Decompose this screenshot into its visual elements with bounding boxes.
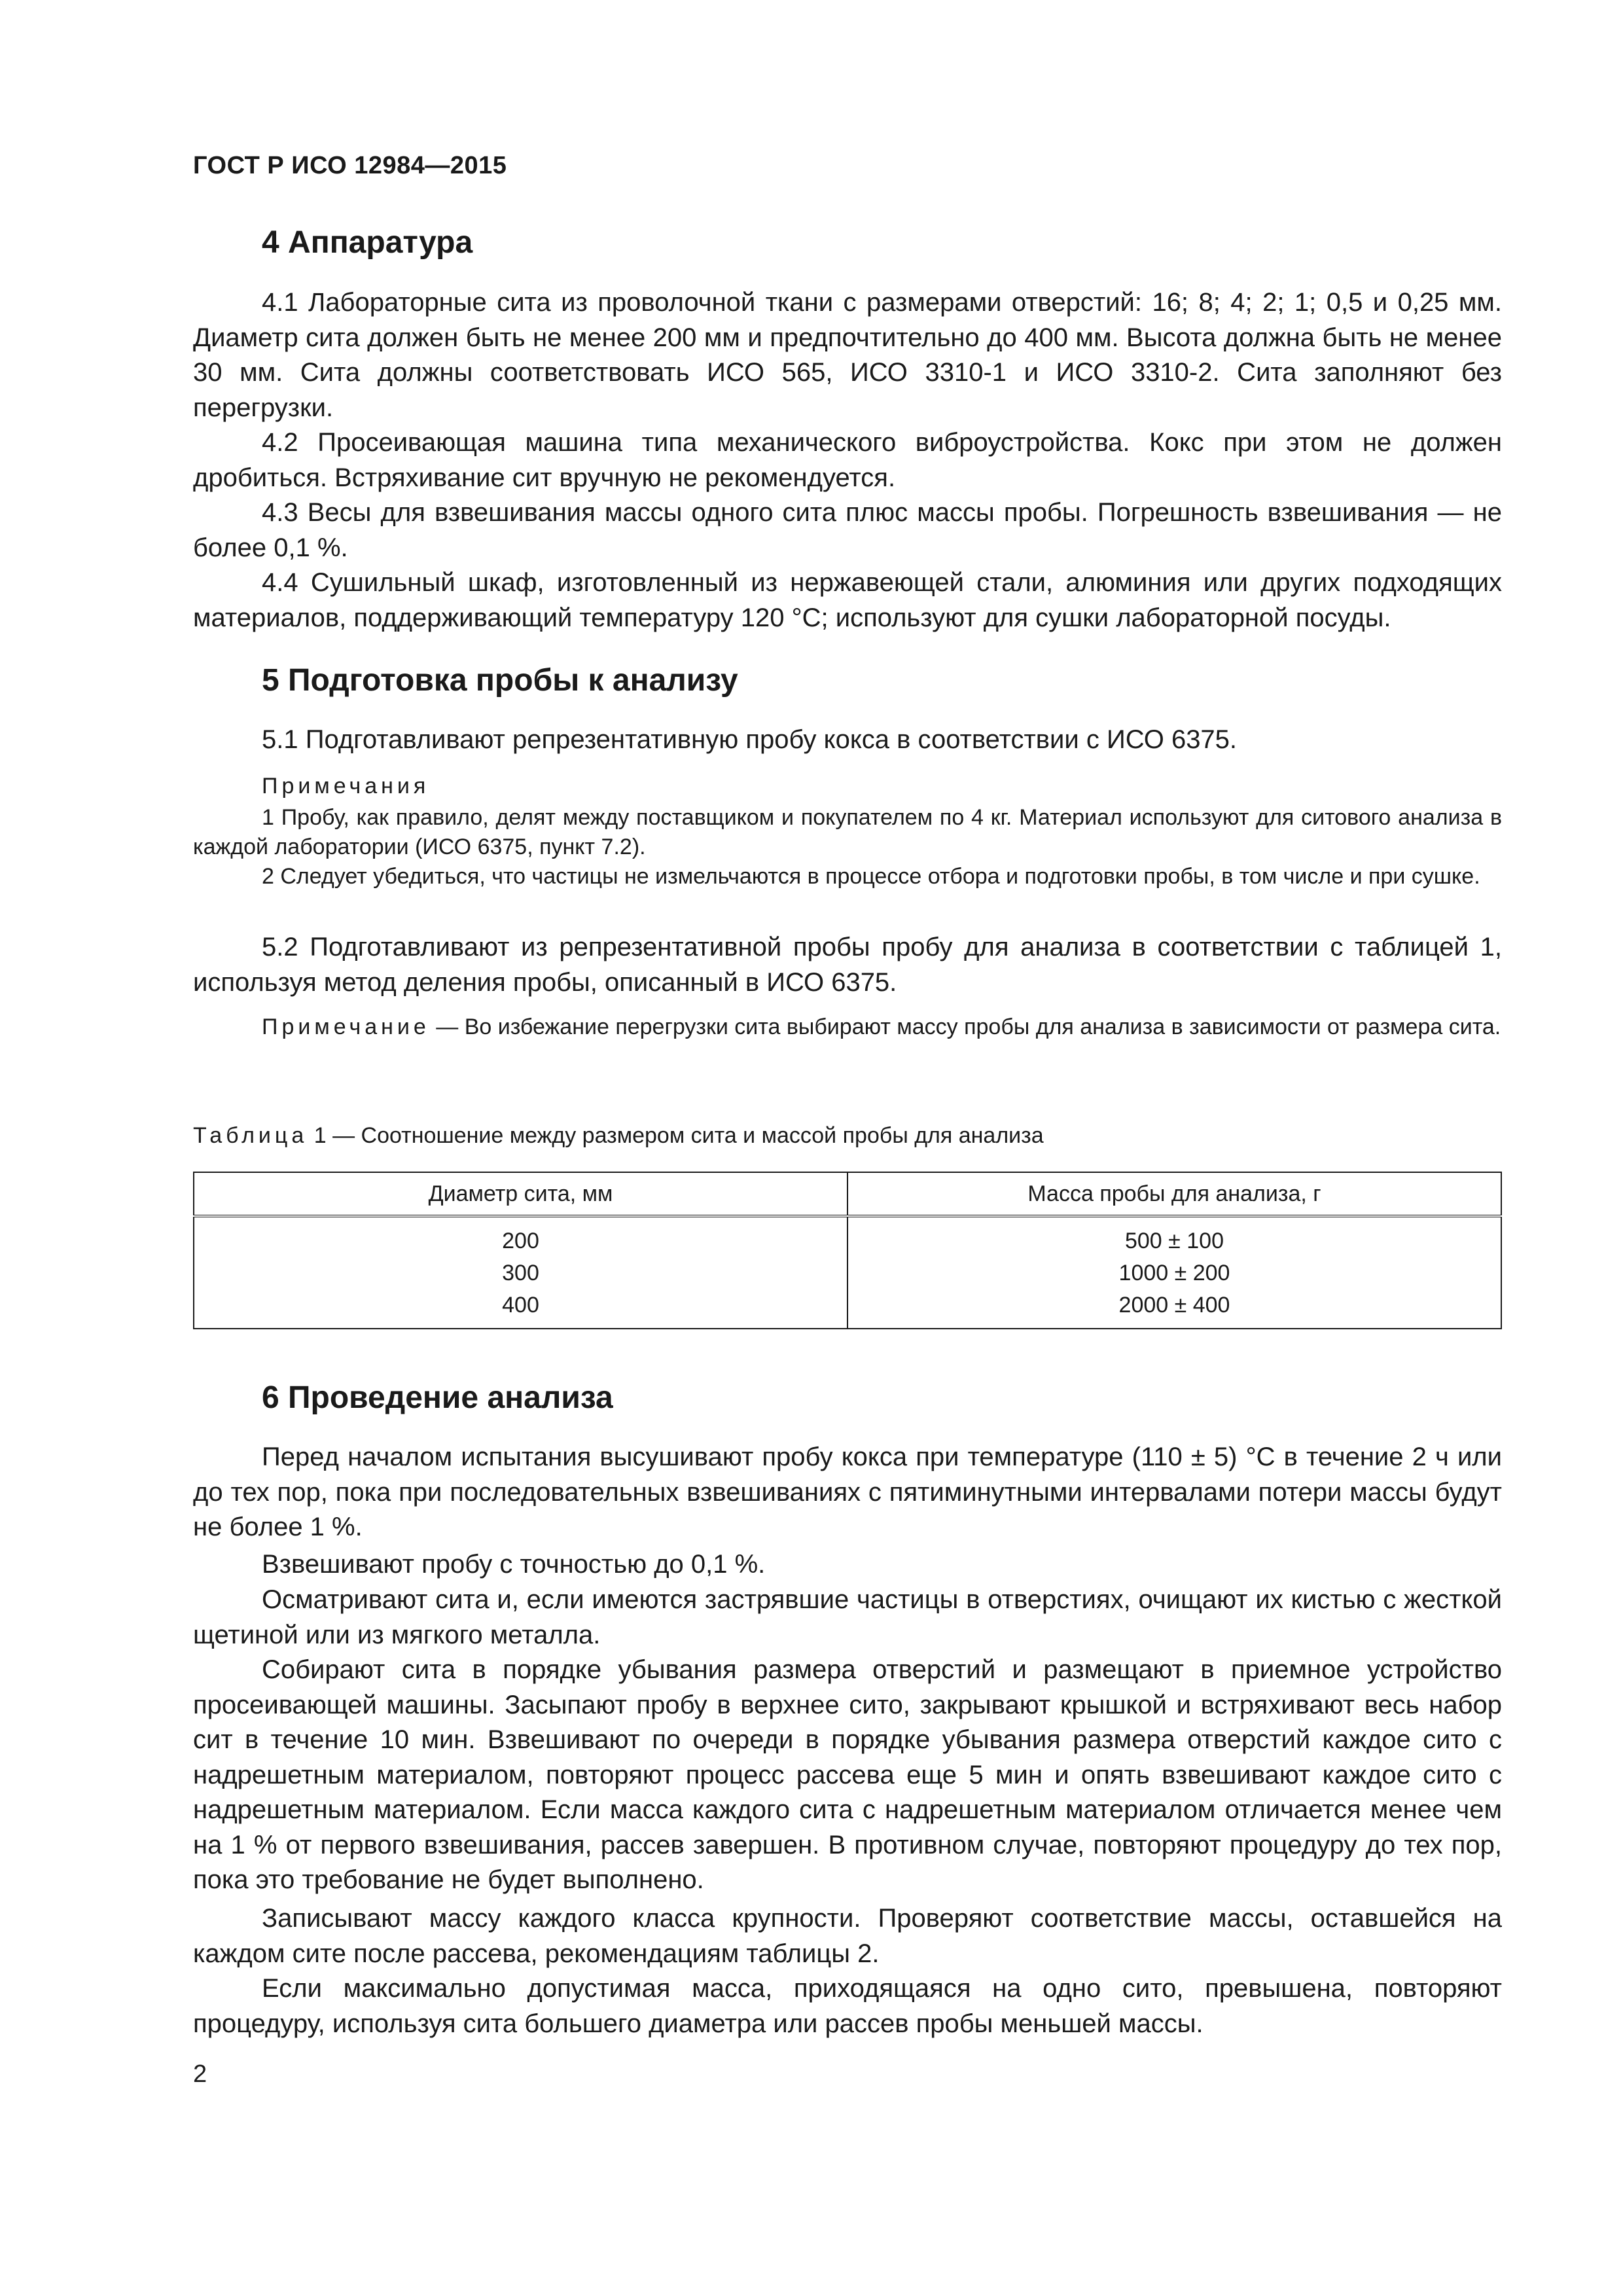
table-cell: 400 — [194, 1289, 847, 1329]
table-1 — [193, 1172, 1502, 1329]
page-number: 2 — [193, 2060, 207, 2088]
paragraph-6-5: Записывают массу каждого класса крупности. Проверяют соответствие массы, оставшейся на каждом сите после рассева, рекомендациям таблицы 2. — [193, 1904, 1502, 1968]
section-4-title: 4 Аппаратура — [262, 225, 473, 260]
table-cell: 500 ± 100 — [847, 1216, 1501, 1257]
paragraph-6-1: Перед началом испытания высушивают пробу кокса при температуре (110 ± 5) °С в течение 2 ч или до тех пор, пока при последовательных взвешиваниях с пятиминутными интервалами потери массы будут не более 1 %. — [193, 1443, 1502, 1541]
notes-heading: Примечания — [262, 774, 430, 798]
paragraph-4-3: 4.3 Весы для взвешивания массы одного сита плюс массы пробы. Погрешность взвешивания — не более 0,1 %. — [193, 498, 1502, 562]
note-label: Примечание — [262, 1014, 430, 1039]
paragraph-5-2: 5.2 Подготавливают из репрезентативной пробы пробу для анализа в соответствии с таблицей 1, используя метод деления пробы, описанный в ИСО 6375. — [193, 933, 1502, 997]
note-text: — Во избежание перегрузки сита выбирают массу пробы для анализа в зависимости от размера сита. — [429, 1014, 1501, 1039]
table-row — [194, 1289, 1501, 1329]
section-6-title: 6 Проведение анализа — [262, 1380, 613, 1415]
table-row — [194, 1216, 1501, 1257]
document-code: ГОСТ Р ИСО 12984—2015 — [193, 152, 507, 179]
column-header-sample-mass: Масса пробы для анализа, г — [847, 1172, 1501, 1216]
column-header-sieve-diameter: Диаметр сита, мм — [194, 1172, 847, 1216]
note-1: 1 Пробу, как правило, делят между поставщиком и покупателем по 4 кг. Материал используют для ситового анализа в каждой лаборатории (ИСО 6375, пункт 7.2). — [193, 805, 1502, 859]
paragraph-4-1: 4.1 Лабораторные сита из проволочной ткани с размерами отверстий: 16; 8; 4; 2; 1; 0,5 и 0,25 мм. Диаметр сита должен быть не менее 200 мм и предпочтительно до 400 мм. Высота должна быть не менее 30 мм. Сита должны соответствовать ИСО 565, ИСО 3310-1 и ИСО 3310-2. Сита заполняют без перегрузки. — [193, 288, 1502, 422]
table-1-caption — [193, 1123, 1044, 1149]
paragraph-6-3: Осматривают сита и, если имеются застрявшие частицы в отверстиях, очищают их кистью с жесткой щетиной или из мягкого металла. — [193, 1585, 1502, 1649]
table-cell: 2000 ± 400 — [847, 1289, 1501, 1329]
table-caption-label: Таблица — [193, 1123, 308, 1148]
paragraph-6-2: Взвешивают пробу с точностью до 0,1 %. — [262, 1550, 766, 1579]
table-row — [194, 1257, 1501, 1289]
table-caption-text: 1 — Соотношение между размером сита и массой пробы для анализа — [308, 1123, 1044, 1148]
paragraph-4-2: 4.2 Просеивающая машина типа механического виброустройства. Кокс при этом не должен дробиться. Встряхивание сит вручную не рекомендуется. — [193, 428, 1502, 492]
section-5-title: 5 Подготовка пробы к анализу — [262, 663, 738, 698]
table-header-row — [194, 1172, 1501, 1216]
table-cell: 300 — [194, 1257, 847, 1289]
paragraph-6-6: Если максимально допустимая масса, приходящаяся на одно сито, превышена, повторяют процедуру, используя сита большего диаметра или рассев пробы меньшей массы. — [193, 1974, 1502, 2038]
note-2: 2 Следует убедиться, что частицы не измельчаются в процессе отбора и подготовки пробы, в том числе и при сушке. — [262, 864, 1480, 889]
paragraph-4-4: 4.4 Сушильный шкаф, изготовленный из нержавеющей стали, алюминия или других подходящих материалов, поддерживающий температуру 120 °С; используют для сушки лабораторной посуды. — [193, 568, 1502, 632]
table-cell: 1000 ± 200 — [847, 1257, 1501, 1289]
paragraph-5-1: 5.1 Подготавливают репрезентативную пробу кокса в соответствии с ИСО 6375. — [262, 725, 1238, 754]
table-cell: 200 — [194, 1216, 847, 1257]
note-single — [193, 1013, 1502, 1042]
paragraph-6-4: Собирают сита в порядке убывания размера отверстий и размещают в приемное устройство просеивающей машины. Засыпают пробу в верхнее сито, закрывают крышкой и встряхивают весь набор сит в течение 10 мин. Взвешивают по очереди в порядке убывания размера отверстий каждое сито с надрешетным материалом, повторяют процесс рассева еще 5 мин и опять взвешивают каждое сито с надрешетным материалом. Если масса каждого сита с надрешетным материалом отличается менее чем на 1 % от первого взвешивания, рассев завершен. В противном случае, повторяют процедуру до тех пор, пока это требование не будет выполнено. — [193, 1655, 1502, 1894]
